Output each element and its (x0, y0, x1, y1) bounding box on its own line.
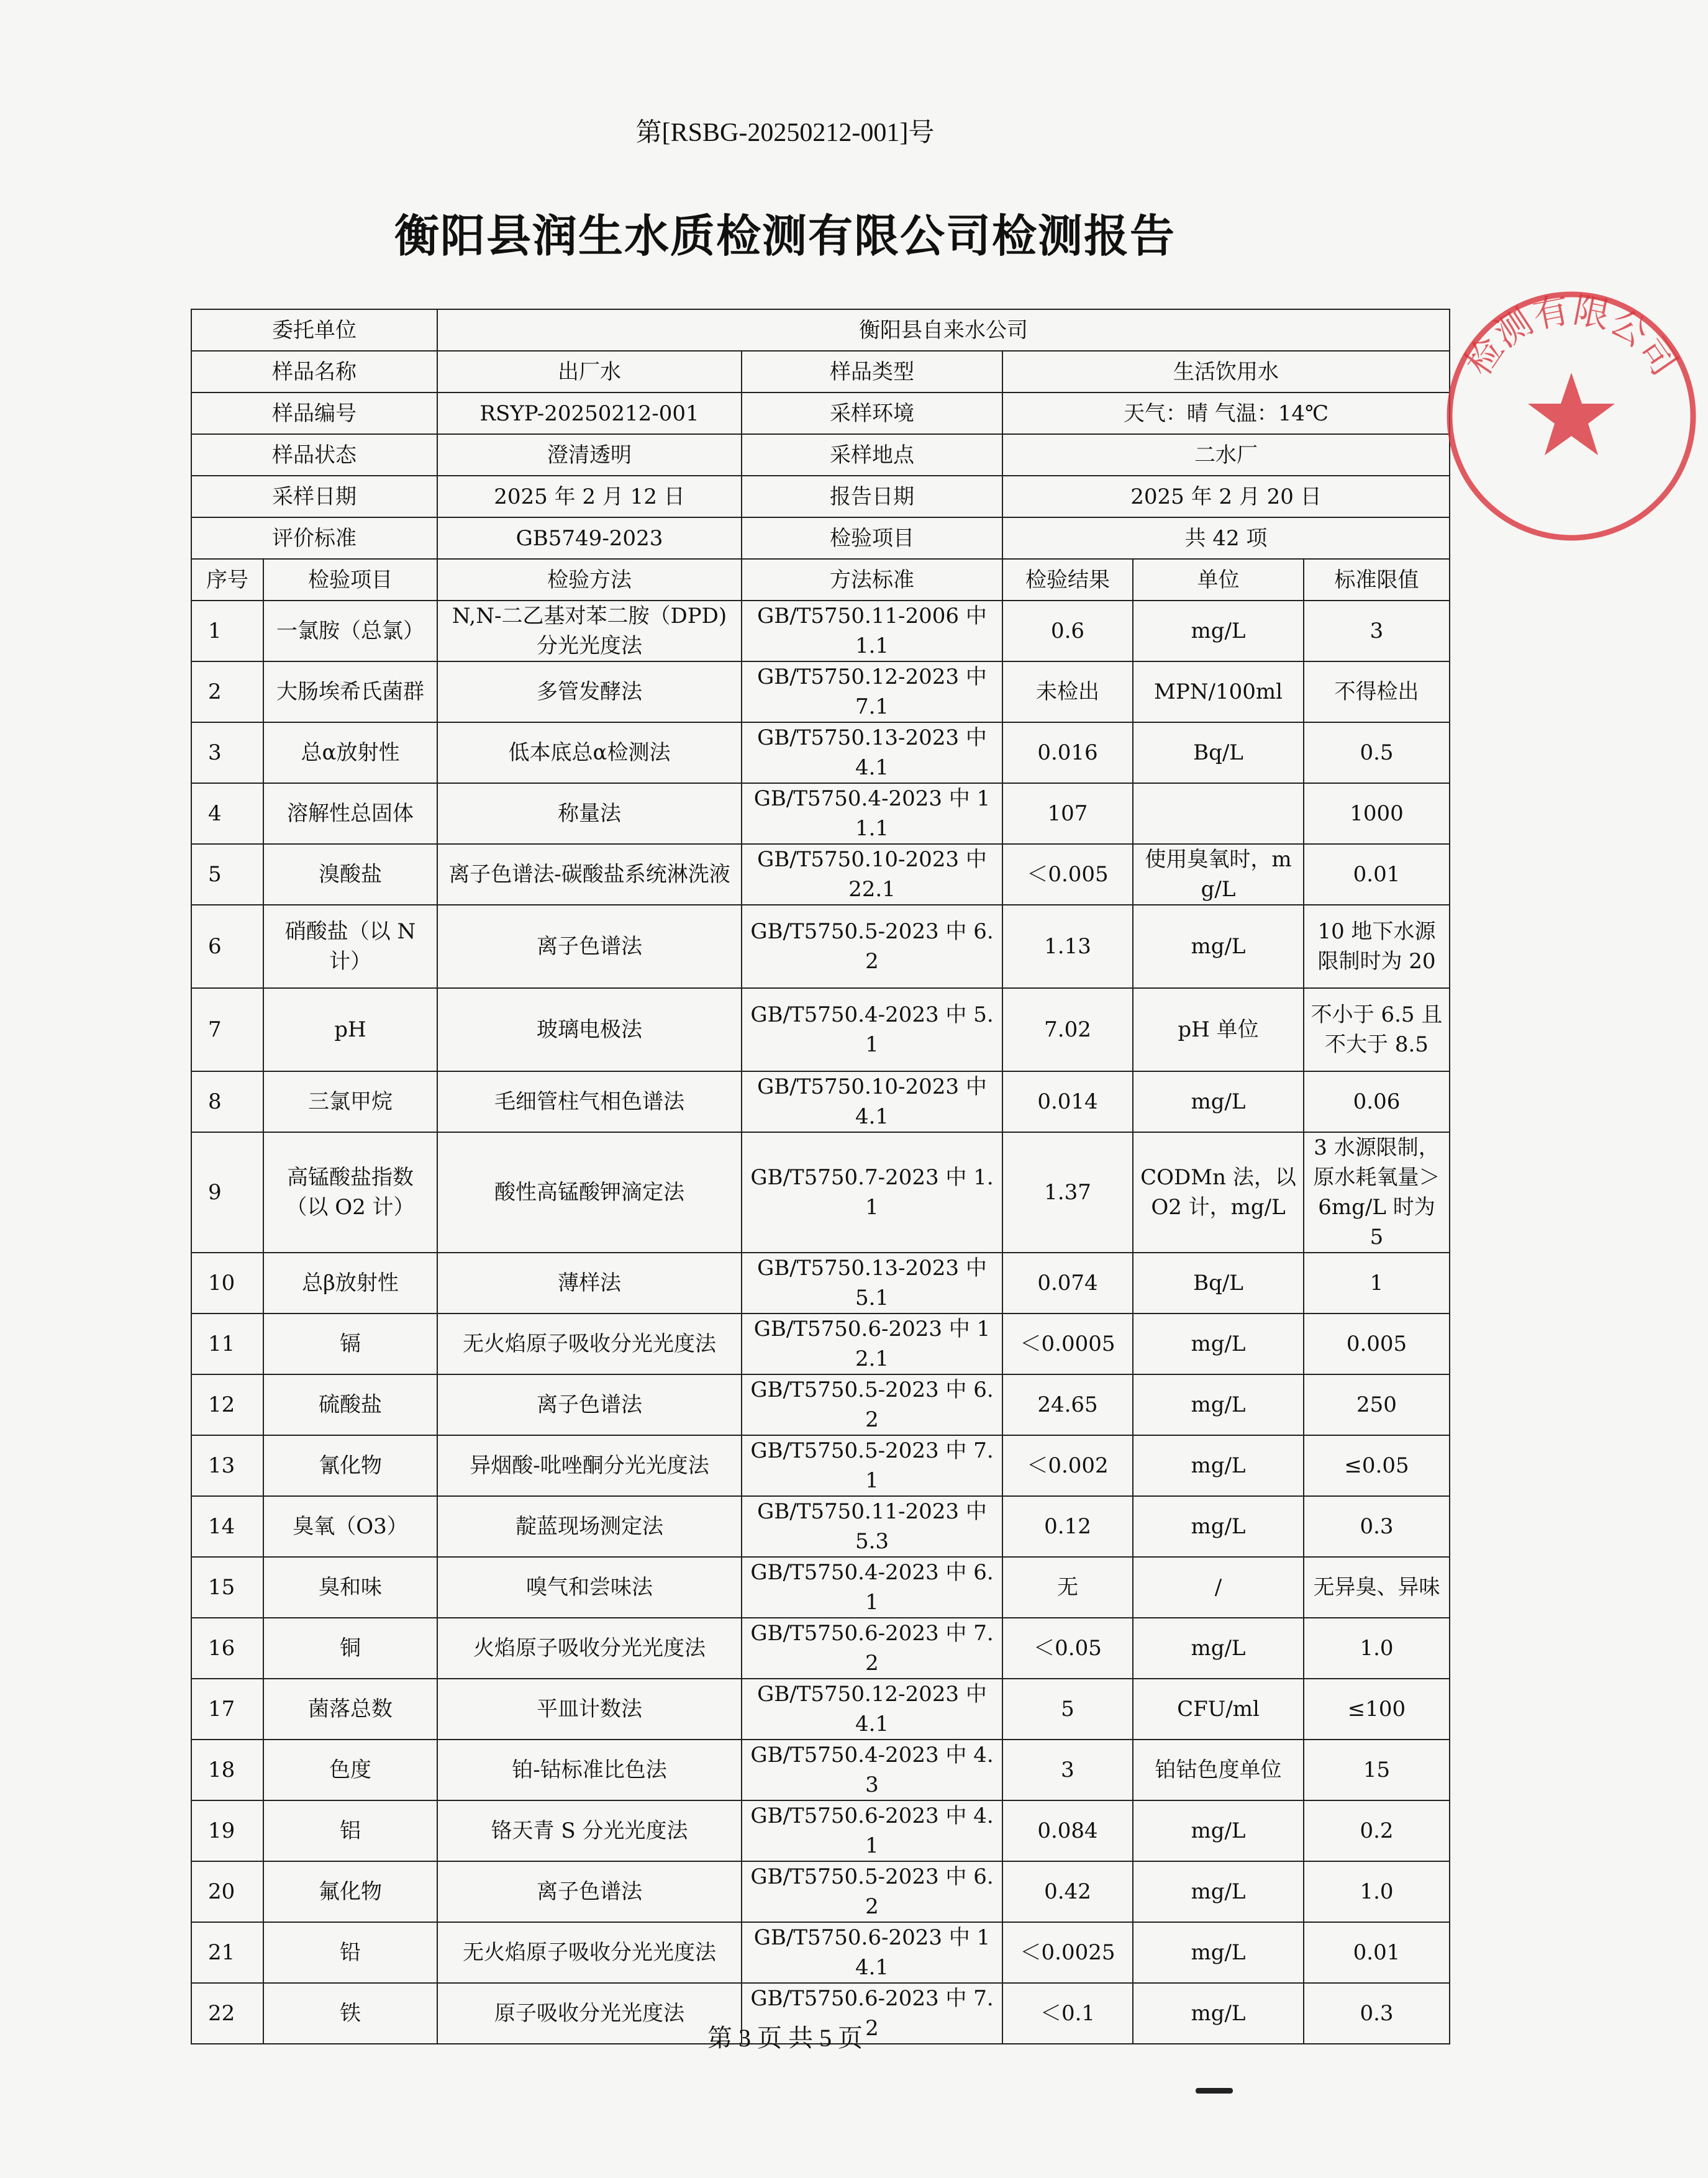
result-row (191, 988, 1450, 1071)
report-table (191, 309, 1450, 2044)
test-item: 铁 (263, 1983, 437, 2044)
test-method: N,N-二乙基对苯二胺（DPD)分光光度法 (437, 601, 742, 661)
result-row (191, 661, 1450, 722)
environment-value: 天气：晴 气温：14℃ (1002, 392, 1450, 434)
standard-value: GB5749-2023 (437, 517, 742, 559)
seal-text: 检测有限公司 (1456, 288, 1686, 383)
method-standard: GB/T5750.12-2023 中 4.1 (742, 1679, 1002, 1740)
test-item: 镉 (263, 1314, 437, 1374)
test-item: 溴酸盐 (263, 844, 437, 905)
row-number: 9 (191, 1132, 263, 1253)
test-result: 107 (1002, 783, 1133, 844)
method-standard: GB/T5750.4-2023 中 11.1 (742, 783, 1002, 844)
test-item: 溶解性总固体 (263, 783, 437, 844)
standard-limit: 3 (1304, 601, 1450, 661)
svg-text:检测有限公司 (1457, 288, 1686, 383)
method-standard: GB/T5750.5-2023 中 7.1 (742, 1435, 1002, 1496)
row-number: 4 (191, 783, 263, 844)
test-item: 硫酸盐 (263, 1374, 437, 1435)
unit: mg/L (1133, 1496, 1304, 1557)
result-row (191, 844, 1450, 905)
test-item: 铝 (263, 1800, 437, 1861)
col-header-result: 检验结果 (1002, 559, 1133, 601)
test-result: 1.37 (1002, 1132, 1133, 1253)
row-number: 13 (191, 1435, 263, 1496)
method-standard: GB/T5750.6-2023 中 7.2 (742, 1618, 1002, 1679)
sample-state-value: 澄清透明 (437, 434, 742, 476)
test-method: 无火焰原子吸收分光光度法 (437, 1922, 742, 1983)
test-method: 异烟酸-吡唑酮分光光度法 (437, 1435, 742, 1496)
unit: mg/L (1133, 1618, 1304, 1679)
row-number: 14 (191, 1496, 263, 1557)
sample-name-label: 样品名称 (191, 351, 437, 392)
client-value: 衡阳县自来水公司 (437, 309, 1450, 351)
result-row (191, 1071, 1450, 1132)
standard-limit: 1.0 (1304, 1861, 1450, 1922)
sample-type-label: 样品类型 (742, 351, 1002, 392)
method-standard: GB/T5750.4-2023 中 5.1 (742, 988, 1002, 1071)
test-method: 毛细管柱气相色谱法 (437, 1071, 742, 1132)
test-result: 1.13 (1002, 905, 1133, 988)
sampling-location-label: 采样地点 (742, 434, 1002, 476)
test-item: 高锰酸盐指数（以 O2 计） (263, 1132, 437, 1253)
unit: 使用臭氧时，mg/L (1133, 844, 1304, 905)
result-row (191, 1496, 1450, 1557)
test-item: 菌落总数 (263, 1679, 437, 1740)
info-row-client (191, 309, 1450, 351)
standard-limit: ≤0.05 (1304, 1435, 1450, 1496)
test-result: 3 (1002, 1740, 1133, 1800)
sample-name-value: 出厂水 (437, 351, 742, 392)
unit: mg/L (1133, 1374, 1304, 1435)
result-row (191, 1740, 1450, 1800)
standard-limit: 不得检出 (1304, 661, 1450, 722)
col-header-method-standard: 方法标准 (742, 559, 1002, 601)
unit: CFU/ml (1133, 1679, 1304, 1740)
test-result: 0.016 (1002, 722, 1133, 783)
test-items-label: 检验项目 (742, 517, 1002, 559)
report-title: 衡阳县润生水质检测有限公司检测报告 (394, 210, 1176, 262)
result-row (191, 1800, 1450, 1861)
standard-limit: 0.06 (1304, 1071, 1450, 1132)
test-result: 未检出 (1002, 661, 1133, 722)
row-number: 5 (191, 844, 263, 905)
test-item: 一氯胺（总氯） (263, 601, 437, 661)
test-method: 火焰原子吸收分光光度法 (437, 1618, 742, 1679)
row-number: 21 (191, 1922, 263, 1983)
col-header-item: 检验项目 (263, 559, 437, 601)
test-method: 多管发酵法 (437, 661, 742, 722)
test-result: ＜0.05 (1002, 1618, 1133, 1679)
test-result: 0.084 (1002, 1800, 1133, 1861)
standard-limit: 1000 (1304, 783, 1450, 844)
method-standard: GB/T5750.11-2023 中 5.3 (742, 1496, 1002, 1557)
row-number: 20 (191, 1861, 263, 1922)
sample-type-value: 生活饮用水 (1002, 351, 1450, 392)
test-items-value: 共 42 项 (1002, 517, 1450, 559)
test-item: 三氯甲烷 (263, 1071, 437, 1132)
row-number: 12 (191, 1374, 263, 1435)
test-method: 铂-钴标准比色法 (437, 1740, 742, 1800)
row-number: 3 (191, 722, 263, 783)
row-number: 10 (191, 1253, 263, 1314)
sampling-date-label: 采样日期 (191, 476, 437, 517)
sample-state-label: 样品状态 (191, 434, 437, 476)
method-standard: GB/T5750.10-2023 中 4.1 (742, 1071, 1002, 1132)
test-result: 5 (1002, 1679, 1133, 1740)
method-standard: GB/T5750.6-2023 中 4.1 (742, 1800, 1002, 1861)
unit: mg/L (1133, 1983, 1304, 2044)
info-row-dates (191, 476, 1450, 517)
row-number: 19 (191, 1800, 263, 1861)
test-method: 称量法 (437, 783, 742, 844)
result-row (191, 1374, 1450, 1435)
test-item: 大肠埃希氏菌群 (263, 661, 437, 722)
method-standard: GB/T5750.13-2023 中 4.1 (742, 722, 1002, 783)
test-method: 酸性高锰酸钾滴定法 (437, 1132, 742, 1253)
standard-limit: 0.2 (1304, 1800, 1450, 1861)
unit: mg/L (1133, 905, 1304, 988)
test-method: 无火焰原子吸收分光光度法 (437, 1314, 742, 1374)
test-result: ＜0.002 (1002, 1435, 1133, 1496)
test-result: 0.12 (1002, 1496, 1133, 1557)
environment-label: 采样环境 (742, 392, 1002, 434)
test-result: 无 (1002, 1557, 1133, 1618)
test-result: 0.42 (1002, 1861, 1133, 1922)
row-number: 6 (191, 905, 263, 988)
test-item: 氟化物 (263, 1861, 437, 1922)
standard-limit: 不小于 6.5 且不大于 8.5 (1304, 988, 1450, 1071)
standard-limit: 0.3 (1304, 1496, 1450, 1557)
test-result: 0.074 (1002, 1253, 1133, 1314)
unit: / (1133, 1557, 1304, 1618)
unit: pH 单位 (1133, 988, 1304, 1071)
result-row (191, 905, 1450, 988)
standard-limit: 0.01 (1304, 844, 1450, 905)
standard-limit: 0.5 (1304, 722, 1450, 783)
method-standard: GB/T5750.5-2023 中 6.2 (742, 905, 1002, 988)
row-number: 2 (191, 661, 263, 722)
unit: mg/L (1133, 1071, 1304, 1132)
standard-limit: 无异臭、异味 (1304, 1557, 1450, 1618)
unit: mg/L (1133, 1800, 1304, 1861)
client-label: 委托单位 (191, 309, 437, 351)
standard-limit: 10 地下水源限制时为 20 (1304, 905, 1450, 988)
test-method: 低本底总α检测法 (437, 722, 742, 783)
standard-limit: 1 (1304, 1253, 1450, 1314)
unit: mg/L (1133, 1314, 1304, 1374)
method-standard: GB/T5750.13-2023 中 5.1 (742, 1253, 1002, 1314)
test-item: 色度 (263, 1740, 437, 1800)
test-item: 铜 (263, 1618, 437, 1679)
standard-limit: 0.3 (1304, 1983, 1450, 2044)
result-row (191, 722, 1450, 783)
test-result: ＜0.1 (1002, 1983, 1133, 2044)
test-item: 臭氧（O3） (263, 1496, 437, 1557)
method-standard: GB/T5750.6-2023 中 14.1 (742, 1922, 1002, 1983)
info-row-sample-no (191, 392, 1450, 434)
unit: Bq/L (1133, 1253, 1304, 1314)
method-standard: GB/T5750.5-2023 中 6.2 (742, 1861, 1002, 1922)
pen-mark (1196, 2088, 1233, 2094)
result-row (191, 1922, 1450, 1983)
method-standard: GB/T5750.4-2023 中 6.1 (742, 1557, 1002, 1618)
row-number: 8 (191, 1071, 263, 1132)
result-row (191, 601, 1450, 661)
column-header-row (191, 559, 1450, 601)
test-method: 原子吸收分光光度法 (437, 1983, 742, 2044)
standard-limit: 3 水源限制，原水耗氧量＞6mg/L 时为 5 (1304, 1132, 1450, 1253)
info-row-standard (191, 517, 1450, 559)
col-header-no: 序号 (191, 559, 263, 601)
row-number: 1 (191, 601, 263, 661)
company-seal (1435, 279, 1708, 553)
method-standard: GB/T5750.11-2006 中 1.1 (742, 601, 1002, 661)
method-standard: GB/T5750.6-2023 中 12.1 (742, 1314, 1002, 1374)
result-row (191, 1435, 1450, 1496)
row-number: 16 (191, 1618, 263, 1679)
test-item: 臭和味 (263, 1557, 437, 1618)
method-standard: GB/T5750.6-2023 中 7.2 (742, 1983, 1002, 2044)
unit: CODMn 法，以 O2 计，mg/L (1133, 1132, 1304, 1253)
page-number: 第 3 页 共 5 页 (707, 2024, 863, 2052)
unit: mg/L (1133, 601, 1304, 661)
method-standard: GB/T5750.4-2023 中 4.3 (742, 1740, 1002, 1800)
col-header-method: 检验方法 (437, 559, 742, 601)
test-method: 嗅气和尝味法 (437, 1557, 742, 1618)
test-method: 玻璃电极法 (437, 988, 742, 1071)
test-item: pH (263, 988, 437, 1071)
sampling-location-value: 二水厂 (1002, 434, 1450, 476)
test-item: 硝酸盐（以 N 计） (263, 905, 437, 988)
test-result: 0.6 (1002, 601, 1133, 661)
col-header-limit: 标准限值 (1304, 559, 1450, 601)
test-method: 薄样法 (437, 1253, 742, 1314)
standard-limit: 15 (1304, 1740, 1450, 1800)
standard-limit: ≤100 (1304, 1679, 1450, 1740)
method-standard: GB/T5750.10-2023 中 22.1 (742, 844, 1002, 905)
test-method: 离子色谱法 (437, 1861, 742, 1922)
result-row (191, 1557, 1450, 1618)
unit: mg/L (1133, 1435, 1304, 1496)
unit: mg/L (1133, 1922, 1304, 1983)
test-method: 平皿计数法 (437, 1679, 742, 1740)
sampling-date-value: 2025 年 2 月 12 日 (437, 476, 742, 517)
method-standard: GB/T5750.7-2023 中 1.1 (742, 1132, 1002, 1253)
result-row (191, 1861, 1450, 1922)
report-date-value: 2025 年 2 月 20 日 (1002, 476, 1450, 517)
method-standard: GB/T5750.5-2023 中 6.2 (742, 1374, 1002, 1435)
unit (1133, 783, 1304, 844)
row-number: 17 (191, 1679, 263, 1740)
test-method: 靛蓝现场测定法 (437, 1496, 742, 1557)
result-row (191, 1618, 1450, 1679)
method-standard: GB/T5750.12-2023 中 7.1 (742, 661, 1002, 722)
test-result: 0.014 (1002, 1071, 1133, 1132)
row-number: 22 (191, 1983, 263, 2044)
result-row (191, 1132, 1450, 1253)
standard-limit: 250 (1304, 1374, 1450, 1435)
test-result: ＜0.005 (1002, 844, 1133, 905)
row-number: 15 (191, 1557, 263, 1618)
col-header-unit: 单位 (1133, 559, 1304, 601)
test-method: 铬天青 S 分光光度法 (437, 1800, 742, 1861)
document-number: 第[RSBG-20250212-001]号 (635, 119, 935, 147)
test-item: 氰化物 (263, 1435, 437, 1496)
unit: 铂钴色度单位 (1133, 1740, 1304, 1800)
test-item: 总α放射性 (263, 722, 437, 783)
result-row (191, 1253, 1450, 1314)
standard-limit: 1.0 (1304, 1618, 1450, 1679)
sample-no-label: 样品编号 (191, 392, 437, 434)
row-number: 7 (191, 988, 263, 1071)
sample-no-value: RSYP-20250212-001 (437, 392, 742, 434)
result-row (191, 1314, 1450, 1374)
row-number: 11 (191, 1314, 263, 1374)
standard-limit: 0.005 (1304, 1314, 1450, 1374)
unit: Bq/L (1133, 722, 1304, 783)
test-result: ＜0.0005 (1002, 1314, 1133, 1374)
test-method: 离子色谱法 (437, 905, 742, 988)
test-method: 离子色谱法 (437, 1374, 742, 1435)
unit: mg/L (1133, 1861, 1304, 1922)
row-number: 18 (191, 1740, 263, 1800)
report-date-label: 报告日期 (742, 476, 1002, 517)
test-method: 离子色谱法-碳酸盐系统淋洗液 (437, 844, 742, 905)
result-row (191, 783, 1450, 844)
info-row-sample-name (191, 351, 1450, 392)
result-row (191, 1679, 1450, 1740)
test-item: 总β放射性 (263, 1253, 437, 1314)
test-result: 24.65 (1002, 1374, 1133, 1435)
test-result: ＜0.0025 (1002, 1922, 1133, 1983)
info-row-state (191, 434, 1450, 476)
standard-label: 评价标准 (191, 517, 437, 559)
standard-limit: 0.01 (1304, 1922, 1450, 1983)
test-result: 7.02 (1002, 988, 1133, 1071)
unit: MPN/100ml (1133, 661, 1304, 722)
test-item: 铅 (263, 1922, 437, 1983)
